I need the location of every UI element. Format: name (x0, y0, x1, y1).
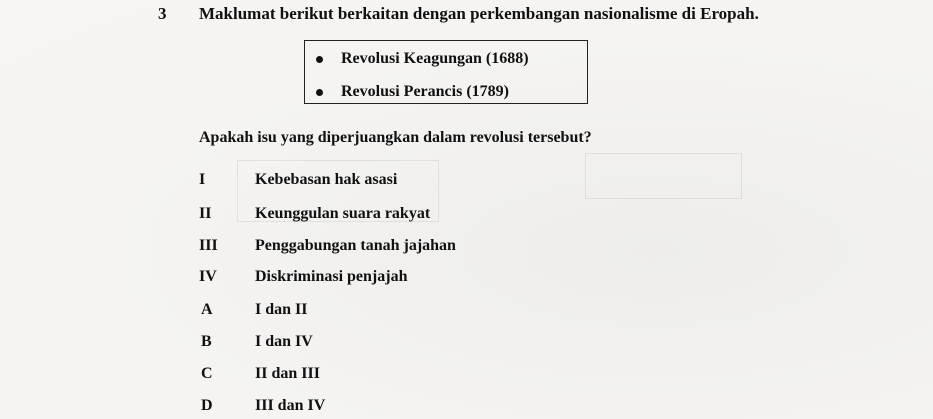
statement-text: Kebebasan hak asasi (255, 171, 398, 188)
question-stem: Maklumat berikut berkaitan dengan perkembangan nasionalisme di Eropah. (199, 4, 759, 23)
info-item (341, 50, 529, 68)
statement-numeral: II (199, 205, 212, 222)
option-letter: D (201, 397, 213, 414)
statement-numeral: IV (199, 268, 217, 285)
option-letter: B (201, 333, 212, 350)
statement-text: Keunggulan suara rakyat (255, 205, 431, 222)
option-text: I dan II (255, 301, 308, 318)
option-letter: C (201, 365, 213, 382)
option-text: II dan III (255, 365, 320, 382)
question-number: 3 (158, 4, 167, 23)
bleed-through-box (585, 153, 742, 199)
info-item-text: Revolusi Perancis (1789) (341, 83, 509, 100)
statement-text: Diskriminasi penjajah (255, 268, 408, 285)
info-item (341, 83, 509, 101)
option-text: I dan IV (255, 333, 313, 350)
option-text: III dan IV (255, 397, 326, 414)
statement-numeral: I (199, 171, 206, 188)
info-item-text: Revolusi Keagungan (1688) (341, 50, 529, 67)
info-box (304, 40, 588, 104)
question-prompt: Apakah isu yang diperjuangkan dalam revolusi tersebut? (199, 129, 592, 146)
bullet-icon (316, 56, 323, 63)
bullet-icon (316, 89, 323, 96)
statement-numeral: III (199, 237, 218, 254)
statement-text: Penggabungan tanah jajahan (255, 237, 456, 254)
option-letter: A (201, 301, 213, 318)
